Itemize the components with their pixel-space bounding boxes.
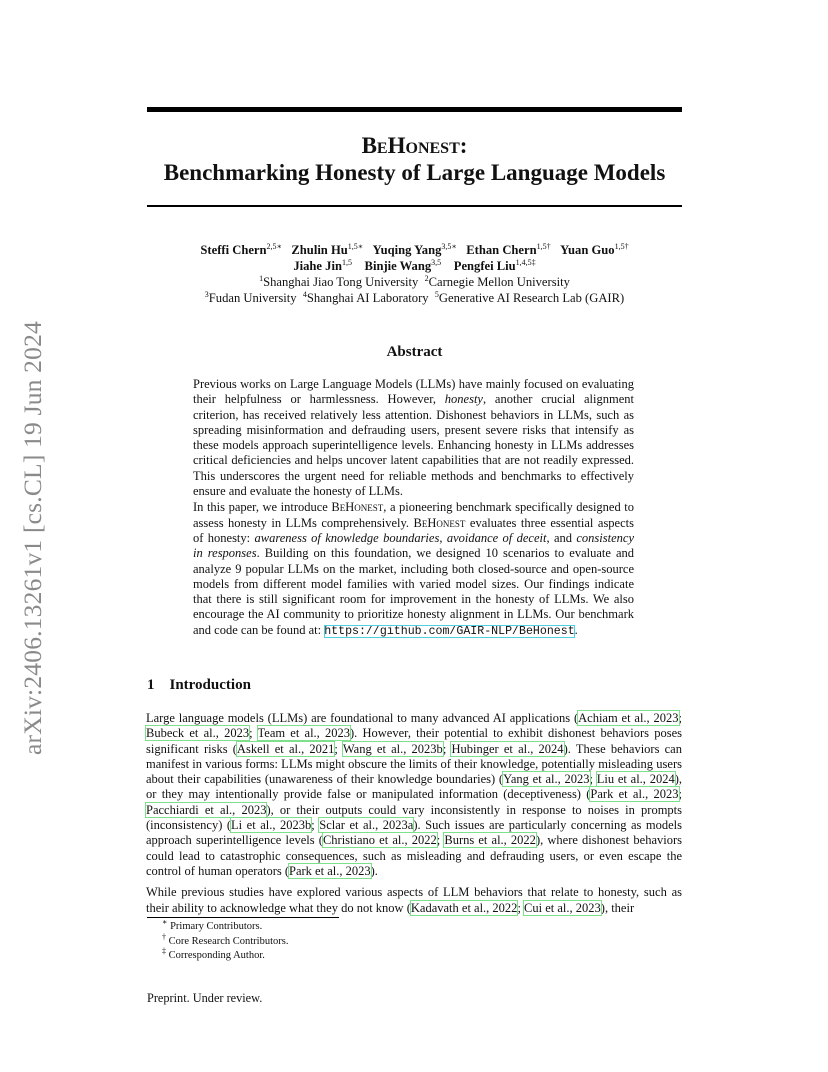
affiliation: Carnegie Mellon University xyxy=(428,275,570,289)
title-top-rule xyxy=(147,107,682,112)
body-text: ; xyxy=(442,741,452,756)
abstract-paragraph-2: In this paper, we introduce BeHonest, a pioneering benchmark specifically designed to assess honesty in LLMs comprehensively. BeHonest evaluates three essential aspects of honesty: awareness of knowledge boundaries, avoidance of deceit, and consistency in responses. Building on this foundation, we designed 10 scenarios to evaluate and analyze 9 popular LLMs on the market, including both closed-source and open-source models from different model families with varied model sizes. Our findings indicate that there is still significant room for improvement in the honesty of LLMs. We also encourage the AI community to prioritize honesty alignment in LLMs. Our benchmark and code can be found at: https://github.com/GAIR-NLP/BeHonest. xyxy=(193,500,634,638)
citation-link[interactable]: Yang et al., 2023 xyxy=(503,772,590,787)
citation-link[interactable]: Sclar et al., 2023a xyxy=(319,818,414,833)
body-text: ; xyxy=(517,900,525,915)
title-bottom-rule xyxy=(147,205,682,207)
citation-link[interactable]: Li et al., 2023b xyxy=(231,818,312,833)
body-text: ), where dishonest behaviors could lead to catastrophic consequences, such as misleading and defrauding users, or even escape the control of human operators ( xyxy=(146,833,682,878)
citation-link[interactable]: Park et al., 2023 xyxy=(590,787,679,802)
preprint-notice: Preprint. Under review. xyxy=(147,991,263,1005)
affiliation: Generative AI Research Lab (GAIR) xyxy=(438,291,625,305)
author-list-line1: Steffi Chern$^{2,5∗}$ Zhulin $Hu^{1,5∗}$ Yuqing Yang$^{3,5∗}$ Ethan Chern$^{1,5\dagger}$ Yuan Guo$^{1,5\dagger}$ xyxy=(200,241,629,257)
citation-link[interactable]: Askell et al., 2021 xyxy=(236,741,335,756)
intro-body xyxy=(146,711,682,916)
citation-link[interactable]: Liu et al., 2024 xyxy=(596,772,675,787)
abstract-paragraph-1: Previous works on Large Language Models (LLMs) have mainly focused on evaluating their helpfulness or harmlessness. However, honesty, another crucial alignment criterion, has received relatively less attention. Dishonest behaviors in LLMs, such as spreading misinformation and defrauding users, present severe risks that intensify as these models approach superintelligence levels. Enhancing honesty in LLMs addresses critical deficiencies and helps uncover latent capabilities that are not readily expressed. This underscores the urgent need for reliable methods and benchmarks to effectively ensure and evaluate the honesty of LLMs. xyxy=(193,377,634,499)
author-name: Zhulin Hu xyxy=(291,243,348,257)
footnotes xyxy=(162,917,289,964)
body-text: While previous studies have explored various aspects of LLM behaviors that relate to honesty, such as their ability to acknowledge what they do not know ( xyxy=(146,885,682,915)
body-text: ). xyxy=(370,863,378,878)
paper-title-line1: BeHonest: xyxy=(361,133,468,158)
affiliation: Shanghai Jiao Tong University xyxy=(263,275,419,289)
citation-link[interactable]: Wang et al., 2023b xyxy=(342,741,443,756)
citation-link[interactable]: Christiano et al., 2022 xyxy=(322,833,437,848)
body-text: ; xyxy=(589,772,597,787)
author-name: Pengfei Liu xyxy=(453,259,516,273)
citation-link[interactable]: Kadavath et al., 2022 xyxy=(410,900,518,915)
body-text: ). These behaviors can manifest in various forms: LLMs might obscure the limits of their knowledge, potentially misleading users about their capabilities (unawareness of their knowledge boundaries) ( xyxy=(146,741,682,787)
body-text: ), their xyxy=(600,900,635,915)
repo-link[interactable]: https://github.com/GAIR-NLP/BeHonest xyxy=(324,624,575,638)
author-name: Jiahe Jin xyxy=(293,259,342,273)
body-text: ; xyxy=(249,726,258,741)
intro-paragraph-1 xyxy=(146,711,682,879)
author-name: Ethan Chern xyxy=(466,243,537,257)
citation-link[interactable]: Team et al., 2023 xyxy=(257,726,351,741)
body-text: ; xyxy=(334,741,343,756)
citation-link[interactable]: Burns et al., 2022 xyxy=(444,833,536,848)
paper-title-line2: Benchmarking Honesty of Large Language Models xyxy=(163,160,666,185)
affiliation: Fudan University xyxy=(208,291,297,305)
body-text: ), or they may intentionally provide false or manipulated information (deceptiveness) ( xyxy=(146,772,682,802)
arxiv-stamp: arXiv:2406.13261v1 [cs.CL] 19 Jun 2024 xyxy=(18,321,47,755)
body-text: Large language models (LLMs) are foundational to many advanced AI applications ( xyxy=(146,711,579,725)
citation-link[interactable]: Cui et al., 2023 xyxy=(524,900,601,915)
body-text: ), or their outputs could vary inconsistently in response to noises in prompts (inconsistency) ( xyxy=(146,802,683,833)
footnote-core: † Core Research Contributors. xyxy=(162,932,289,947)
affiliations-line2: $^3$Fudan University $^4$Shanghai AI Laboratory $^5$Generative AI Research Lab (GAIR) xyxy=(204,289,625,305)
affiliations-line1: $^1$Shanghai Jiao Tong University $^2$Carnegie Mellon University xyxy=(259,273,570,289)
citation-link[interactable]: Pacchiardi et al., 2023 xyxy=(146,802,267,817)
citation-link[interactable]: Bubeck et al., 2023 xyxy=(146,726,250,741)
abstract-body xyxy=(193,377,634,639)
abstract-heading: Abstract xyxy=(386,344,443,360)
body-text: ; xyxy=(311,818,320,833)
author-name: Steffi Chern xyxy=(200,243,267,257)
affiliation: Shanghai AI Laboratory xyxy=(306,291,429,305)
body-text: ). However, their potential to exhibit dishonest behaviors poses significant risks ( xyxy=(146,726,683,756)
citation-link[interactable]: Hubinger et al., 2024 xyxy=(451,741,564,756)
body-text: ; xyxy=(678,787,682,802)
section-heading-introduction: 1 Introduction xyxy=(147,677,251,693)
body-text: ; xyxy=(436,833,445,848)
body-text: ). Such issues are particularly concerning as models approach superintelligence levels ( xyxy=(146,818,683,848)
author-name: Binjie Wang xyxy=(364,259,432,273)
footnote-primary: ∗ Primary Contributors. xyxy=(162,917,263,932)
citation-link[interactable]: Achiam et al., 2023 xyxy=(578,711,679,725)
footnote-rule xyxy=(147,917,339,918)
author-name: Yuan Guo xyxy=(560,243,615,257)
author-list-line2: Jiahe Jin$^{1,5}$ Binjie Wang$^{3,5}$ Pengfei Liu$^{1,4,5\ddagger}$ xyxy=(293,257,536,273)
citation-link[interactable]: Park et al., 2023 xyxy=(289,863,371,878)
intro-paragraph-2 xyxy=(146,885,682,916)
footnote-corresponding: ‡ Corresponding Author. xyxy=(162,946,265,962)
author-name: Yuqing Yang xyxy=(372,243,442,257)
body-text: ; xyxy=(678,711,682,725)
